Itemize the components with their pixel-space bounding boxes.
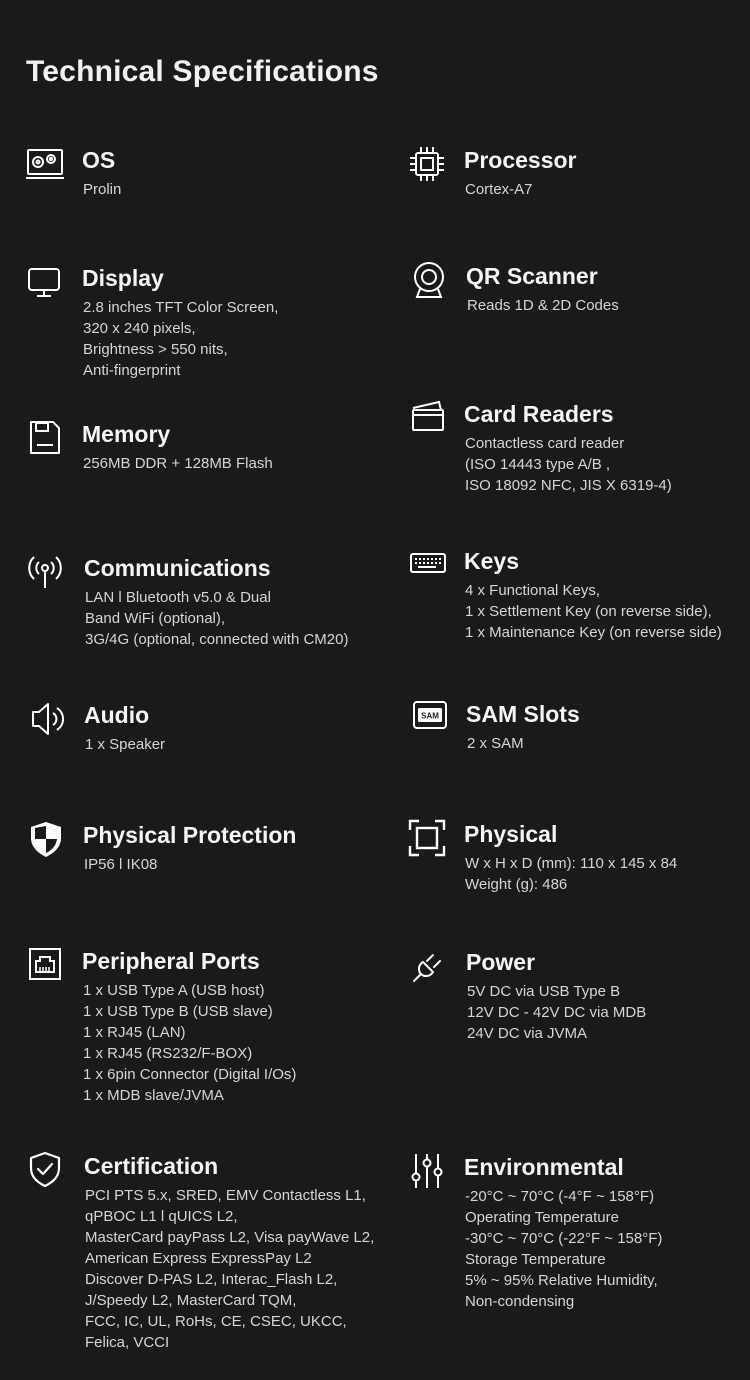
spec-name: Power [466,949,536,975]
shield-icon [27,820,65,858]
spec-line: 1 x Settlement Key (on reverse side), [465,603,712,620]
sliders-icon [408,1152,446,1190]
spec-line: 1 x Speaker [85,736,166,753]
spec-line: Felica, VCCI [85,1334,170,1351]
spec-line: 5% ~ 95% Relative Humidity, [465,1272,658,1289]
spec-line: Cortex-A7 [465,181,533,198]
spec-details [85,1185,374,1353]
spec-line: Prolin [83,181,122,198]
spec-details [83,980,296,1106]
monitor-icon [26,263,64,301]
spec-line: 24V DC via JVMA [467,1025,588,1042]
spec-name: QR Scanner [466,263,598,289]
power-plug-icon [410,947,448,985]
spec-details [83,453,273,474]
spec-name: Physical [464,821,558,847]
spec-name: OS [82,147,116,173]
spec-line: 1 x RJ45 (LAN) [83,1024,186,1041]
frame-corners-icon [408,819,446,857]
keyboard-icon [408,546,446,584]
spec-line: Non-condensing [465,1293,575,1310]
spec-details [83,297,278,381]
spec-details [467,981,646,1044]
spec-line: Contactless card reader [465,435,625,452]
spec-line: 320 x 240 pixels, [83,320,196,337]
spec-line: 256MB DDR + 128MB Flash [83,455,273,472]
spec-line: -20°C ~ 70°C (-4°F ~ 158°F) [465,1188,655,1205]
spec-details [83,179,121,200]
spec-name: Peripheral Ports [82,948,260,974]
spec-name: Audio [84,702,150,728]
spec-line: 2.8 inches TFT Color Screen, [83,299,279,316]
spec-line: 12V DC - 42V DC via MDB [467,1004,647,1021]
spec-line: 5V DC via USB Type B [467,983,621,1000]
spec-details [465,179,533,200]
webcam-icon [410,261,448,299]
spec-details [467,295,619,316]
spec-line: 1 x Maintenance Key (on reverse side) [465,624,722,641]
spec-line: Discover D-PAS L2, Interac_Flash L2, [85,1271,338,1288]
spec-name: Memory [82,421,171,447]
spec-line: 4 x Functional Keys, [465,582,601,599]
spec-line: Storage Temperature [465,1251,606,1268]
shield-check-icon [28,1151,66,1189]
spec-details [467,733,524,754]
spec-line: LAN l Bluetooth v5.0 & Dual [85,589,271,606]
spec-details [465,433,672,496]
spec-line: qPBOC L1 l qUICS L2, [85,1208,238,1225]
spec-line: 1 x USB Type A (USB host) [83,982,265,999]
spec-line: Anti-fingerprint [83,362,181,379]
svg-text:SAM: SAM [421,711,439,721]
spec-line: Reads 1D & 2D Codes [467,297,619,314]
spec-line: IP56 l IK08 [84,856,158,873]
spec-line: 1 x MDB slave/JVMA [83,1087,224,1104]
spec-details [84,854,157,875]
spec-line: PCI PTS 5.x, SRED, EMV Contactless L1, [85,1187,366,1204]
page-title: Technical Specifications [26,55,379,88]
spec-name: Certification [84,1153,219,1179]
memory-card-icon [26,419,64,457]
spec-name: Physical Protection [83,822,297,848]
spec-line: American Express ExpressPay L2 [85,1250,312,1267]
spec-name: Keys [464,548,519,574]
speaker-icon [28,700,66,738]
spec-details [465,580,722,643]
spec-line: 1 x USB Type B (USB slave) [83,1003,273,1020]
spec-name: Processor [464,147,577,173]
spec-line: Operating Temperature [465,1209,619,1226]
spec-line: -30°C ~ 70°C (-22°F ~ 158°F) [465,1230,663,1247]
antenna-icon [28,553,66,591]
spec-name: Communications [84,555,271,581]
spec-name: SAM Slots [466,701,580,727]
spec-details [85,587,348,650]
spec-details [465,1186,662,1312]
spec-line: J/Speedy L2, MasterCard TQM, [85,1292,297,1309]
sam-card-icon [410,699,448,737]
spec-line: 1 x RJ45 (RS232/F-BOX) [83,1045,253,1062]
cards-icon [408,399,446,437]
spec-line: (ISO 14443 type A/B , [465,456,611,473]
spec-name: Card Readers [464,401,614,427]
spec-line: Brightness > 550 nits, [83,341,228,358]
spec-line: 1 x 6pin Connector (Digital I/Os) [83,1066,297,1083]
ethernet-port-icon [26,946,64,984]
spec-details [465,853,677,895]
spec-line: FCC, IC, UL, RoHs, CE, CSEC, UKCC, [85,1313,347,1330]
spec-line: ISO 18092 NFC, JIS X 6319-4) [465,477,672,494]
cpu-chip-icon [408,145,446,183]
os-settings-icon [26,145,64,183]
spec-line: MasterCard payPass L2, Visa payWave L2, [85,1229,375,1246]
spec-line: Weight (g): 486 [465,876,568,893]
spec-line: 2 x SAM [467,735,524,752]
spec-details [85,734,165,755]
spec-line: 3G/4G (optional, connected with CM20) [85,631,349,648]
spec-name: Display [82,265,164,291]
spec-name: Environmental [464,1154,624,1180]
spec-line: Band WiFi (optional), [85,610,226,627]
spec-line: W x H x D (mm): 110 x 145 x 84 [465,855,678,872]
